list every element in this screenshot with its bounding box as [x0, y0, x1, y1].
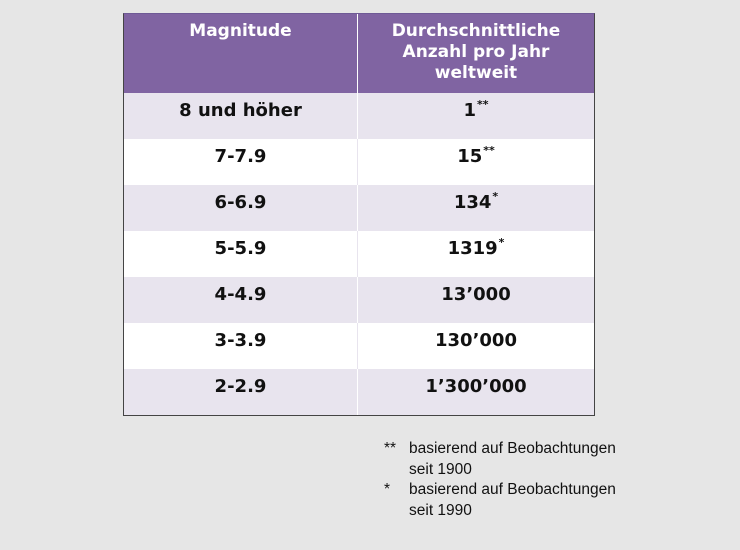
footnote-mark: ** — [384, 440, 397, 457]
count-cell: 134* — [453, 190, 499, 213]
table-row — [124, 139, 594, 185]
footnote-1900 — [384, 439, 709, 480]
footnote-mark: * — [498, 236, 505, 249]
count-cell: 130’000 — [435, 330, 517, 351]
magnitude-cell: 8 und höher — [124, 93, 358, 139]
footnotes — [384, 439, 709, 521]
footnote-text-line-1: basierend auf Beobachtungen — [409, 481, 616, 498]
table-row — [124, 93, 594, 139]
footnote-text-line-1: basierend auf Beobachtungen — [409, 440, 616, 457]
table-row — [124, 369, 594, 415]
header-annual-count — [358, 14, 594, 93]
footnote-text-line-2: seit 1990 — [409, 501, 472, 519]
footnote-mark: * — [384, 481, 391, 498]
magnitude-cell: 5-5.9 — [124, 231, 358, 277]
magnitude-cell: 6-6.9 — [124, 185, 358, 231]
header-annual-count-line-1: Durchschnittliche — [391, 21, 561, 41]
magnitude-cell: 2-2.9 — [124, 369, 358, 415]
count-cell: 1’300’000 — [425, 376, 527, 397]
footnote-mark: ** — [483, 144, 495, 157]
count-cell: 15** — [457, 144, 495, 167]
footnote-mark: ** — [477, 98, 489, 111]
header-annual-count-line-3: weltweit — [434, 63, 518, 83]
table-row — [124, 231, 594, 277]
footnote-text-line-2: seit 1900 — [409, 460, 472, 478]
magnitude-cell: 4-4.9 — [124, 277, 358, 323]
table-row — [124, 185, 594, 231]
header-magnitude: Magnitude — [124, 14, 358, 93]
magnitude-cell: 7-7.9 — [124, 139, 358, 185]
footnote-1990 — [384, 480, 709, 521]
magnitude-cell: 3-3.9 — [124, 323, 358, 369]
count-cell: 1319* — [447, 236, 505, 259]
header-annual-count-line-2: Anzahl pro Jahr — [402, 42, 550, 62]
table-row — [124, 277, 594, 323]
earthquake-frequency-table — [123, 13, 595, 416]
count-cell: 13’000 — [441, 284, 511, 305]
table-row — [124, 323, 594, 369]
footnote-mark: * — [492, 190, 499, 203]
table-header — [124, 14, 594, 93]
count-cell: 1** — [463, 98, 489, 121]
